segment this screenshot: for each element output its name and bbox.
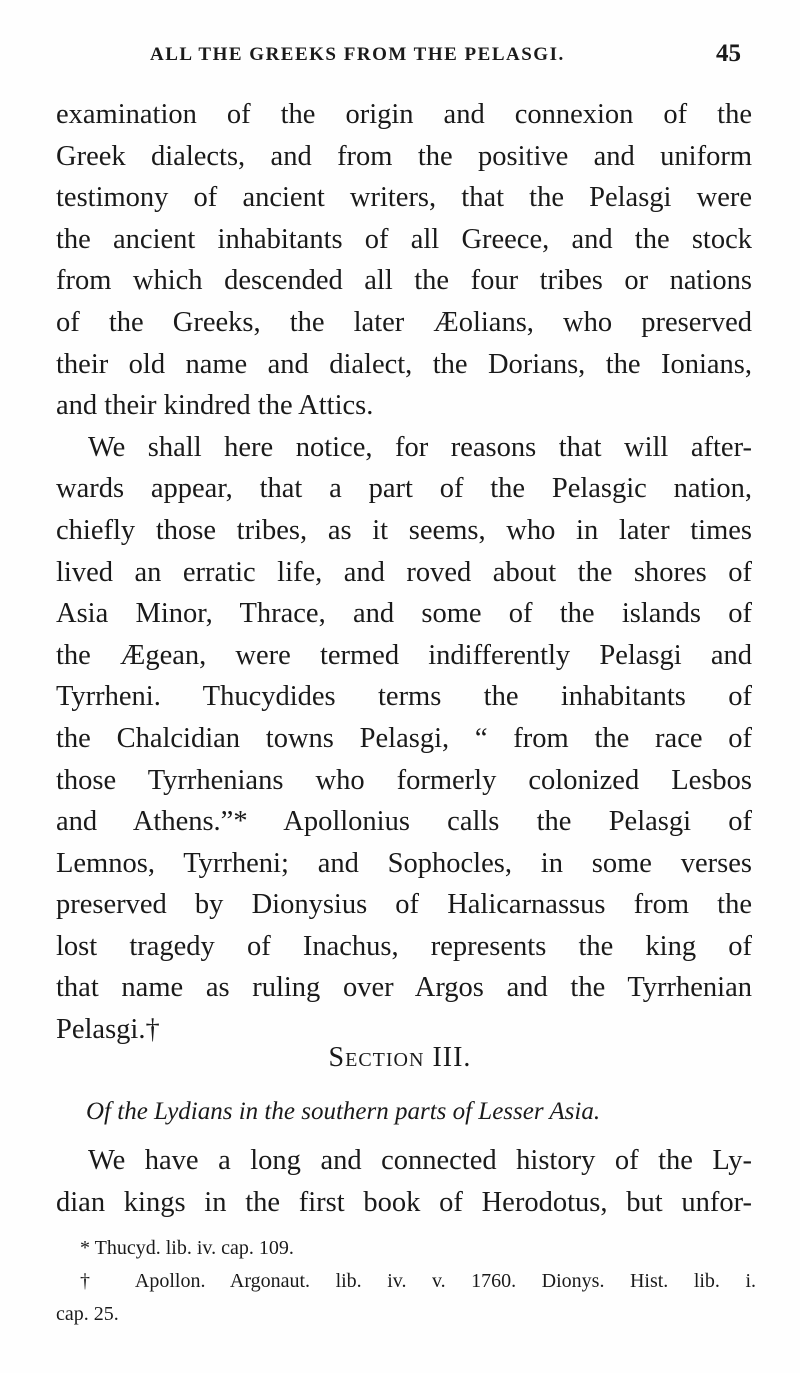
footnote: † Apollon. Argonaut. lib. iv. v. 1760. Dionys. Hist. lib. i. [80, 1270, 756, 1292]
text-line: preserved by Dionysius of Halicarnassus from the [56, 889, 752, 921]
text-line: We have a long and connected history of the Ly- [88, 1145, 752, 1176]
section-heading-number: III. [432, 1042, 472, 1073]
text-line: dian kings in the first book of Herodotus, but unfor- [56, 1186, 752, 1218]
text-line: testimony of ancient writers, that the Pelasgi were [56, 182, 752, 214]
section-subtitle: Of the Lydians in the southern parts of Lesser Asia. [86, 1098, 601, 1125]
text-line: those Tyrrhenians who formerly colonized Lesbos [56, 764, 752, 796]
running-title: ALL THE GREEKS FROM THE PELASGI. [150, 44, 565, 65]
section-paragraph [56, 1140, 752, 1223]
footnote-continuation: cap. 25. [56, 1303, 119, 1325]
footnote: * Thucyd. lib. iv. cap. 109. [80, 1237, 294, 1259]
text-line: Pelasgi.† [56, 1014, 160, 1046]
text-line: examination of the origin and connexion of the [56, 99, 752, 130]
text-line: that name as ruling over Argos and the Tyrrhenian [56, 972, 752, 1004]
text-line: the ancient inhabitants of all Greece, and the stock [56, 223, 752, 255]
main-paragraphs [56, 94, 752, 1051]
text-line: Lemnos, Tyrrheni; and Sophocles, in some verses [56, 847, 752, 879]
text-line: of the Greeks, the later Æolians, who preserved [56, 306, 752, 338]
footnotes [56, 1232, 756, 1331]
text-line: Tyrrheni. Thucydides terms the inhabitants of [56, 681, 752, 713]
text-line: from which descended all the four tribes or nations [56, 265, 752, 297]
text-line: We shall here notice, for reasons that will after- [88, 431, 752, 463]
text-line: and their kindred the Attics. [56, 390, 374, 422]
text-line: Greek dialects, and from the positive and uniform [56, 140, 752, 172]
text-line: Asia Minor, Thrace, and some of the islands of [56, 598, 752, 630]
text-line: lived an erratic life, and roved about the shores of [56, 556, 752, 588]
text-line: the Chalcidian towns Pelasgi, “ from the race of [56, 722, 752, 754]
text-line: and Athens.”* Apollonius calls the Pelasgi of [56, 806, 752, 838]
text-line: their old name and dialect, the Dorians, the Ionians, [56, 348, 752, 380]
text-line: lost tragedy of Inachus, represents the king of [56, 930, 752, 962]
text-line: chiefly those tribes, as it seems, who in later times [56, 514, 752, 546]
page-number: 45 [716, 40, 741, 67]
section-heading [0, 1042, 800, 1074]
text-line: wards appear, that a part of the Pelasgic nation, [56, 473, 752, 505]
text-line: the Ægean, were termed indifferently Pelasgi and [56, 639, 752, 671]
section-heading-word: Section [328, 1042, 425, 1073]
